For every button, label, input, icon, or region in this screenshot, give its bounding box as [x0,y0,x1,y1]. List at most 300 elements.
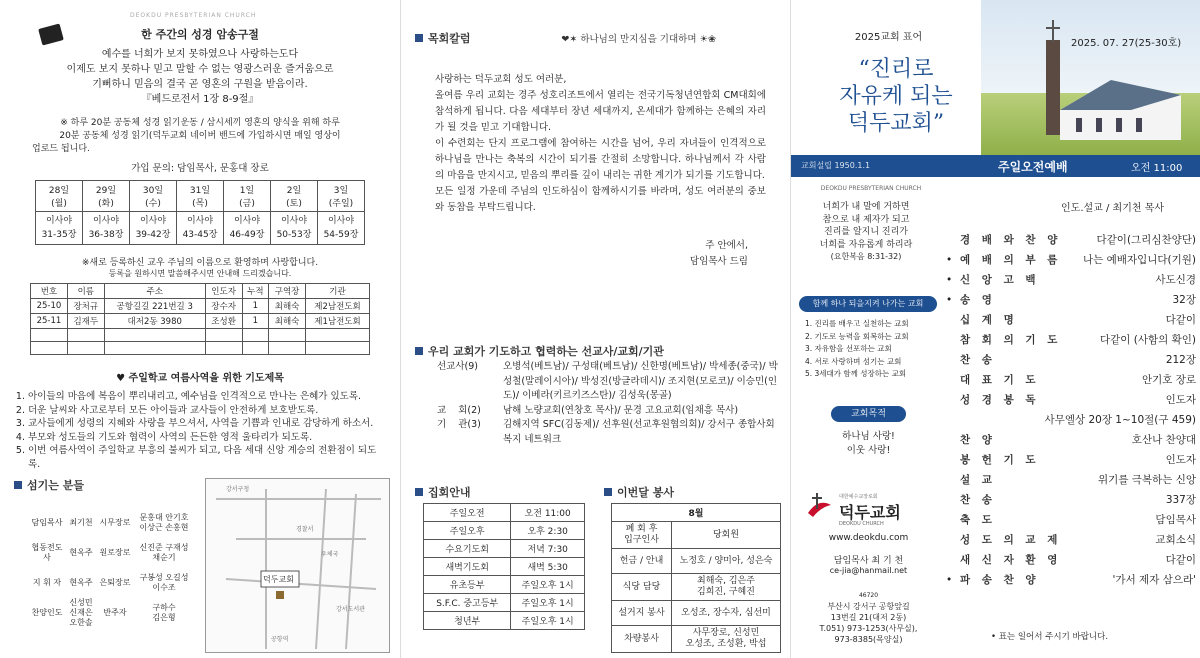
empty-cell [104,329,205,342]
order-item-value: 교회소식 [1155,534,1196,546]
motto [791,56,1001,137]
reading-chapters: 31-35장 [41,230,77,240]
church-building-image [981,0,1200,155]
standing-mark [946,350,954,370]
standing-mark [946,310,954,330]
server-cell: 찬양인도 [31,608,63,617]
newcomer-cell: 1 [242,299,269,314]
servers-list [28,508,198,628]
left-panel [0,0,400,658]
notice-line: 20분 공동체 성경 읽기(덕두교회 네이버 밴드에 가입하시면 매일 영상이 [59,131,341,141]
serve-role: 설거지 봉사 [612,601,672,626]
meeting-time: 오후 2:30 [511,522,585,540]
table-row [31,299,370,314]
newcomer-cell: 제1남전도회 [305,314,369,329]
vision-item: 4. 서로 사랑하며 섬기는 교회 [805,356,902,366]
order-item-value: 다같이 [1165,554,1196,566]
purpose-title: 교회목적 [831,406,906,422]
order-left [946,470,996,490]
reading-day: 30일 (수) [130,181,177,212]
column-closing [415,238,776,270]
motto-line: 덕두교회” [847,111,945,136]
meeting-name: S.F.C. 중고등부 [424,594,511,612]
order-item-label: 파 송 찬 양 [960,574,1040,586]
order-row [946,270,1196,290]
order-item-value: 인도자 [1165,394,1196,406]
reading-day: 28일 (월) [36,181,83,212]
meeting-name: 새벽기도회 [424,558,511,576]
church-map [205,478,390,653]
order-item-value: 212장 [1165,354,1196,366]
order-row [946,510,1196,530]
standing-mark [946,330,954,350]
meeting-name: 수요기도회 [424,540,511,558]
column-title: 목회칼럼 [428,32,471,45]
table-row [424,558,585,576]
server-cell: 신성민 신재은 오한솔 [69,598,93,627]
order-item-value: 다같이 (사함의 확인) [1099,334,1196,346]
standing-mark [946,230,954,250]
meeting-name: 주일오전 [424,504,511,522]
order-left [946,330,1061,350]
logo-name: 덕두교회 [839,503,901,522]
reading-day: 3일 (주일) [318,181,365,212]
address-line: T.051) 973-1253(사무실), [819,624,918,633]
notice-line: 업로드 됩니다. [32,144,90,154]
email[interactable]: ce-jia@hanmail.net [829,566,908,575]
server-cell: 구하수 김은형 [152,603,176,622]
newcomer-header: 이름 [67,284,104,299]
order-row [946,470,1196,490]
newcomer-header: 주소 [104,284,205,299]
table-row [424,504,585,522]
prayer-item: 5. 이번 여름사역이 주일학교 부흥의 불씨가 되고, 다음 세대 신앙 계승의 전환점이 되도록. [28,444,386,471]
bulletin-date: 2025. 07. 27(25-30호) [1071,38,1182,49]
motto-line: “진리로 [858,57,934,82]
scripture-line: 진리를 알지니 진리가 [824,227,908,237]
notice-line: ※ 하루 20분 공동체 성경 읽기운동 / 삼시세끼 영혼의 양식을 위해 하루 [60,118,340,128]
newcomer-cell: 조성환 [205,314,242,329]
scripture-line: (요한복음 8:31-32) [830,252,902,261]
order-item-value: 담임목사 [1155,514,1196,526]
verse-line: 『베드로전서 1장 8-9절』 [141,94,259,105]
column-subtitle: ❤✶ 하나님의 만지심을 기대하며 ☀❀ [561,34,716,45]
vision-item: 2. 기도로 능력을 회복하는 교회 [805,331,909,341]
meeting-time: 저녁 7:30 [511,540,585,558]
server-row [28,508,198,538]
order-row [946,530,1196,550]
meeting-table [423,503,585,630]
order-left [946,370,1040,390]
newcomer-header: 번호 [31,284,68,299]
column-paragraph: 올여름 우리 교회는 경주 성호리조트에서 열리는 전국기독청년연합회 CM대회에 참석하게 됩니다. 다음 세대부터 장년 세대까지, 온세대가 함께하는 은혜의 자리가 될 것을 믿고 기대합니다. [435,90,766,133]
server-cell: 문홍대 안기호 이상근 손홍현 [139,513,189,532]
newcomer-cell: 25-10 [31,299,68,314]
reading-range [224,212,271,245]
order-item-value: '가서 제자 삼으라' [1112,574,1196,586]
newcomer-cell: 공항길길 221번길 3 [104,299,205,314]
reading-chapters: 43-45장 [182,230,218,240]
standing-mark: • [946,574,953,586]
address-line: 973-8385(목양실) [834,635,903,644]
sermon-leader: 인도.설교 / 최기천 목사 [1061,203,1165,214]
order-item-value: 호산나 찬양대 [1131,434,1196,446]
standing-mark [946,550,954,570]
reading-book: 이사야 [186,216,214,226]
reading-day: 31일 (목) [177,181,224,212]
server-cell: 반주자 [103,608,127,617]
meeting-name: 유초등부 [424,576,511,594]
serve-people: 당회원 [672,522,781,549]
church-en: DEOKDU PRESBYTERIAN CHURCH [820,185,922,192]
order-item-value: 위기를 극복하는 신앙 [1098,474,1196,486]
newcomer-cell: 제2남전도회 [305,299,369,314]
verse-title: 한 주간의 성경 암송구절 [141,28,259,41]
table-row [612,549,781,574]
standing-mark [946,470,954,490]
map-label: 강서도서관 [336,606,365,613]
meeting-time: 주일오후 1시 [511,612,585,630]
vision-title: 함께 하나 되을지켜 나가는 교회 [799,296,937,312]
order-row [946,430,1196,450]
newcomer-table [30,283,370,355]
newcomer-cell: 대저2동 3980 [104,314,205,329]
pastor-name: 담임목사 최 기 천 [833,556,904,566]
standing-mark [946,530,954,550]
meeting-heading [415,484,471,500]
serve-role: 차량봉사 [612,626,672,653]
serve-heading [604,484,674,500]
standing-mark [946,450,954,470]
server-row [28,568,198,598]
scripture-line: 너희를 자유롭게 하리라 [819,239,913,250]
church-logo-icon [803,493,833,523]
standing-mark [946,490,954,510]
order-item-label: 경 배 와 찬 양 [960,234,1062,246]
order-item-label: 참 회 의 기 도 [960,334,1062,346]
meeting-name: 주일오후 [424,522,511,540]
newcomer-cell: 장수자 [205,299,242,314]
map-label: 공항역 [271,636,289,643]
table-row [31,342,370,355]
meeting-time: 오전 11:00 [511,504,585,522]
order-left [946,230,1061,250]
founded-date: 교회설립 1950.1.1 [801,161,871,170]
church-small-text: DEOKDU PRESBYTERIAN CHURCH [130,12,257,19]
reading-book: 이사야 [327,216,355,226]
empty-cell [242,329,269,342]
newcomer-header: 기관 [305,284,369,299]
column-heading [415,30,776,46]
map-label: 경찰서 [296,526,314,533]
reading-range [130,212,177,245]
newcomer-cell: 장처규 [67,299,104,314]
mission-entries: 오병석(베트남)/ 구성태(베트남)/ 신한명(베트남)/ 박세종(중국)/ 박성철(말레이시아)/ 박성진(방글라데시)/ 조지현(모로코)/ 이승민(인도)/ 이베라(키르키즈스탄)/ 김성욱(몽골) [503,361,778,401]
table-row [31,329,370,342]
map-church-label: 덕두교회 [263,575,294,584]
prayer-item: 1. 아이들의 마음에 복음이 뿌리내리고, 예수님을 인격적으로 만나는 은혜가 있도록. [28,390,386,404]
empty-cell [269,329,306,342]
order-left [946,570,1040,590]
order-item-value: 나는 예배자입니다(기원) [1083,254,1196,266]
order-left [946,510,996,530]
scripture [791,201,941,264]
mission-entries: 김해지역 SFC(김동제)/ 선후원(선교후원협의회)/ 강서구 종합사회복지 네트워크 [503,419,775,445]
standing-mark [946,390,954,410]
standing-mark [946,510,954,530]
reading-day: 1일 (금) [224,181,271,212]
empty-cell [205,342,242,355]
server-cell: 은퇴장로 [99,578,131,587]
order-row [946,230,1196,250]
reading-range [36,212,83,245]
order-item-label: 송 영 [960,294,996,306]
order-item-label: 대 표 기 도 [960,374,1040,386]
server-cell: 원로장로 [99,548,131,557]
newcomer-header: 구역장 [269,284,306,299]
reading-chapters: 46-49장 [229,230,265,240]
logo-small: 대한예수교장로회 [839,494,878,500]
footnote: • 표는 일어서 주시기 바랍니다. [991,632,1109,642]
reading-notice [14,117,386,156]
order-item-value: 다같이 [1165,314,1196,326]
order-item-label: 예 배 의 부 름 [960,254,1062,266]
order-row [946,450,1196,470]
order-row [946,250,1196,270]
motto-year: 2025교회 표어 [854,32,923,43]
address-line: 13번길 21(대저 2동) [830,613,907,622]
address [791,590,946,645]
reading-range [271,212,318,245]
standing-mark: • [946,274,953,286]
order-left [946,450,1040,470]
reading-range [83,212,130,245]
order-item-label: 신 앙 고 백 [960,274,1040,286]
reading-chapters: 39-42장 [135,230,171,240]
meeting-name: 청년부 [424,612,511,630]
empty-cell [305,342,369,355]
order-row [946,370,1196,390]
newcomer-cell: 최해숙 [269,314,306,329]
reading-book: 이사야 [92,216,120,226]
column-paragraph: 모든 일정 가운데 주님의 인도하심이 함께하시기를 바라며, 성도 여러분의 중보와 동참을 부탁드립니다. [435,186,766,213]
empty-cell [104,342,205,355]
standing-mark: • [946,294,953,306]
newcomer-cell: 25-11 [31,314,68,329]
order-item-value: 337장 [1165,494,1196,506]
worship-order [946,230,1196,590]
standing-mark [946,370,954,390]
mission-heading [415,343,664,359]
logo-en: DEOKDU CHURCH [839,521,884,527]
mission-row [437,418,782,447]
order-item-value: 다같이(그리심찬양단) [1096,234,1196,246]
meeting-time: 주일오후 1시 [511,594,585,612]
vision-list [805,318,909,381]
purpose-line: 하나님 사랑! [842,431,895,442]
table-row [612,626,781,653]
church-photo [981,0,1200,155]
mission-list [437,360,782,447]
server-cell: 협동전도사 [31,543,63,562]
serve-people: 노정호 / 양미아, 성은숙 [672,549,781,574]
newcomer-cell: 1 [242,314,269,329]
table-row [612,601,781,626]
order-row [946,310,1196,330]
order-left [946,430,996,450]
middle-panel [400,0,790,658]
mission-title: 우리 교회가 기도하고 협력하는 선교사/교회/기관 [428,345,664,358]
verse-line: 이제도 보지 못하나 믿고 말할 수 없는 영광스러운 즐거움으로 [66,64,334,75]
serve-people: 사무장로, 신성민 오성조, 조성환, 박섭 [672,626,781,653]
reading-range [318,212,365,245]
mission-category: 기 관(3) [437,419,481,430]
newcomer-cell: 김재두 [67,314,104,329]
order-left [946,350,996,370]
map-label: 우체국 [321,551,339,558]
scripture-line: 너희가 내 말에 거하면 [822,202,910,212]
server-cell: 담임목사 [31,518,63,527]
reading-table [35,180,365,245]
website[interactable]: www.deokdu.com [828,533,909,543]
prayer-title: ♥ 주일학교 여름사역을 위한 기도제목 [116,373,284,384]
table-row [424,540,585,558]
square-icon [415,34,423,42]
address-line: 부산시 강서구 공항앞길 [827,602,910,611]
reading-book: 이사야 [45,216,73,226]
standing-mark: • [946,254,953,266]
service-banner [791,155,1200,177]
order-item-value: 사도신경 [1155,274,1196,286]
order-item-label: 축 도 [960,514,996,526]
server-row [28,538,198,568]
order-item-label: 찬 송 [960,354,996,366]
scripture-line: 참으로 내 제자가 되고 [822,214,910,225]
mission-row [437,404,782,419]
empty-cell [242,342,269,355]
verse-line: 기뻐하니 믿음의 결국 곧 영혼의 구원을 받음이라. [92,79,308,90]
newcomer-note-2: 등록을 원하시면 말씀해주시면 안내해 드리겠습니다. [108,269,292,278]
signature: 담임목사 드림 [689,256,748,267]
server-cell: 지 휘 자 [32,578,62,587]
newcomer-cell: 최해숙 [269,299,306,314]
map-label: 강서구청 [226,486,250,493]
mission-entries: 남해 노량교회(연창호 목사)/ 문경 고요교회(임채흥 목사) [503,404,739,416]
order-left [946,490,996,510]
column-body [415,72,776,216]
vision-item: 3. 자유함을 선포하는 교회 [805,344,892,353]
order-left [946,290,996,310]
server-cell: 시무장로 [99,518,131,527]
table-row [424,594,585,612]
servers-title: 섬기는 분들 [27,479,84,492]
newcomer-note: ※새로 등록하신 교우 주님의 이름으로 환영하며 사랑합니다. [81,258,319,268]
reading-book: 이사야 [139,216,167,226]
order-item-label: 성 도 의 교 제 [960,534,1062,546]
order-left [946,310,1018,330]
reading-book: 이사야 [233,216,261,226]
column-paragraph: 사랑하는 덕두교회 성도 여러분, [435,74,567,85]
vision-item: 1. 진리를 배우고 실천하는 교회 [805,319,909,328]
table-row [424,522,585,540]
map-drawing [206,479,391,654]
service-name: 주일오전예배 [998,160,1068,174]
serve-role: 헌금 / 안내 [612,549,672,574]
meeting-time: 새벽 5:30 [511,558,585,576]
order-item-value: 32장 [1172,294,1196,306]
empty-cell [205,329,242,342]
meeting-title: 집회안내 [428,486,471,499]
reading-day: 29일 (화) [83,181,130,212]
join-inquiry: 가입 문의: 담임목사, 문홍대 장로 [131,163,269,174]
empty-cell [67,329,104,342]
service-time: 오전 11:00 [1131,163,1183,174]
motto-line: 자유케 되는 [839,84,953,109]
order-left [946,270,1040,290]
mission-row [437,360,782,404]
server-cell: 최기천 [69,518,93,527]
reading-chapters: 54-59장 [323,230,359,240]
newcomer-header: 누적 [242,284,269,299]
serve-people: 오성조, 장수자, 심선미 [672,601,781,626]
reading-day: 2일 (토) [271,181,318,212]
order-left [946,250,1061,270]
order-item-label: 찬 송 [960,494,996,506]
order-left [946,530,1061,550]
vision-item: 5. 3세대가 함께 성장하는 교회 [805,369,907,378]
order-row [946,290,1196,310]
serve-month: 8월 [612,504,781,522]
table-row [424,576,585,594]
purpose-line: 이웃 사랑! [846,445,891,456]
order-item-label: 십 계 명 [960,314,1018,326]
column-paragraph: 이 수련회는 단지 프로그램에 참여하는 시간을 넘어, 우리 자녀들이 인격적으로 하나님을 만나는 축복의 시간이 되기를 간절히 소망합니다. 하나님께서 각 사람의 마음을 만지시고, 믿음의 뿌리를 깊이 내리는 귀한 계기가 되기를 기도합니다. [435,138,766,181]
order-row [946,330,1196,350]
table-row [612,574,781,601]
order-item-label: 성 경 봉 독 [960,394,1040,406]
order-row [946,390,1196,410]
order-item-label: 봉 헌 기 도 [960,454,1040,466]
prayer-item: 3. 교사들에게 성령의 지혜와 사랑을 부으셔서, 사역을 기쁨과 인내로 감당하게 하소서. [28,417,386,431]
address-line: 46720 [858,592,879,599]
order-left [946,550,1061,570]
mission-category: 선교사(9) [437,361,478,372]
serve-title: 이번달 봉사 [617,486,674,499]
serve-role: 폐 회 후 입구인사 [612,522,672,549]
order-item-value: 사무엘상 20장 1~10절(구 459) [1044,414,1196,426]
prayer-item: 4. 부모와 성도들의 기도와 협력이 사역의 든든한 영적 울타리가 되도록. [28,431,386,445]
server-cell: 신진준 구재성 채순기 [139,543,189,562]
reading-chapters: 36-38장 [88,230,124,240]
order-row [946,550,1196,570]
order-item-value: 안기호 장로 [1141,374,1196,386]
meeting-time: 주일오후 1시 [511,576,585,594]
empty-cell [67,342,104,355]
reading-chapters: 50-53장 [276,230,312,240]
order-row [946,490,1196,510]
serve-role: 식당 담당 [612,574,672,601]
empty-cell [305,329,369,342]
square-icon [604,488,612,496]
prayer-list [14,390,386,471]
table-row [31,314,370,329]
server-cell: 현옥주 [69,548,93,557]
order-item-label: 찬 양 [960,434,996,446]
empty-cell [31,342,68,355]
table-row [424,612,585,630]
order-row [946,410,1196,430]
reading-book: 이사야 [280,216,308,226]
